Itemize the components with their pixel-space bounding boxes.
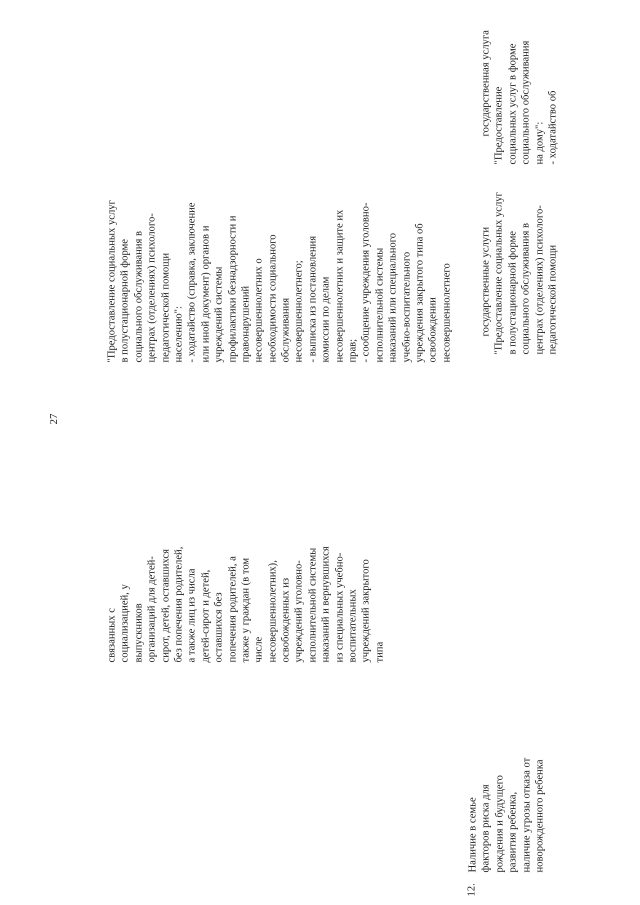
text-line: Наличие в семье <box>467 797 479 873</box>
text-line: исполнительной системы <box>307 547 319 663</box>
documents-text-continued <box>106 200 454 362</box>
text-line: социализацией, у <box>119 584 131 663</box>
text-line: социального обслуживания в <box>133 231 145 363</box>
text-line: наказаний и вернувшихся <box>320 546 332 663</box>
text-line: рождения и будущего <box>494 775 506 873</box>
text-line: развития ребенка, <box>507 791 519 873</box>
text-line: без попечения родителей, <box>173 546 185 663</box>
criteria-text-row12 <box>467 758 547 873</box>
text-line: наличие угрозы отказа от <box>521 757 533 873</box>
text-line: организаций для детей- <box>146 556 158 663</box>
text-line: несовершеннолетнего; <box>293 260 305 363</box>
text-line: учреждения закрытого типа об <box>414 223 426 363</box>
text-line: а также лиц из числа <box>186 568 198 663</box>
text-line: воспитательных <box>347 589 359 663</box>
text-line: педагогической помощи <box>547 244 559 355</box>
text-line: несовершеннолетних), <box>267 560 279 663</box>
text-line: связанных с <box>106 608 118 663</box>
text-line: центрах (отделениях) психолого- <box>146 213 158 363</box>
text-line: профилактики безнадзорности и <box>227 215 239 363</box>
text-line: необходимости социального <box>267 234 279 363</box>
text-line: учреждений системы <box>213 266 225 363</box>
rotated-page <box>1 0 640 905</box>
text-line: освобожденных из <box>280 577 292 663</box>
text-line: исполнительной системы <box>374 247 386 363</box>
text-line: - ходатайство (справка, заключение <box>186 202 198 363</box>
text-line: "Предоставление социальных услуг <box>106 200 118 363</box>
text-line: "Предоставление социальных услуг <box>493 192 505 355</box>
text-line: социальных услуг в форме <box>507 43 519 165</box>
text-line: - сообщение учреждения уголовно- <box>360 202 372 363</box>
text-line: освобождении <box>427 297 439 363</box>
text-line: правонарушений <box>240 285 252 363</box>
text-line: социального обслуживания <box>520 40 532 165</box>
text-line: наказаний или специального <box>387 232 399 363</box>
text-line: - выписка из постановления <box>307 235 319 363</box>
text-line: новорожденного ребенка <box>534 759 546 873</box>
text-line: несовершеннолетних о <box>253 258 265 363</box>
criteria-text-continued <box>106 546 387 662</box>
text-line: оставшихся без <box>213 592 225 663</box>
service-heading: государственные услуги <box>480 226 492 337</box>
text-line: "Предоставление <box>493 86 505 165</box>
text-line: сирот, детей, оставшихся <box>160 549 172 663</box>
row-number: 12. <box>466 883 478 897</box>
text-line: в полустационарной форме <box>507 230 519 355</box>
text-line: также у граждан (в том <box>240 557 252 663</box>
documents-column-row12 <box>480 192 559 355</box>
text-line: социального обслуживания в <box>520 223 532 355</box>
text-line: в полустационарной форме <box>119 238 131 363</box>
text-line: или иной документ) органов и <box>200 225 212 363</box>
text-line: типа <box>374 641 386 663</box>
text-line: несовершеннолетнего <box>441 263 453 363</box>
page-number: 27 <box>48 413 60 425</box>
text-line: выпускников <box>133 603 145 663</box>
text-line: из специальных учебно- <box>334 552 346 663</box>
text-line: детей-сирот и детей, <box>200 569 212 663</box>
text-line: учебно-воспитательного <box>401 251 413 363</box>
text-line: на дому": <box>534 121 546 165</box>
text-line: факторов риска для <box>480 784 492 873</box>
text-line: учреждений уголовно- <box>293 560 305 663</box>
text-line: попечения родителей, а <box>227 556 239 663</box>
home-service-column-row12 <box>480 30 559 165</box>
text-line: комиссии по делам <box>320 276 332 363</box>
text-line: обслуживания <box>280 297 292 363</box>
text-line: числе <box>253 636 265 663</box>
text-line: педагогической помощи <box>160 252 172 363</box>
text-line: - ходатайство об <box>547 90 559 165</box>
text-line: несовершеннолетних и защите их <box>334 209 346 363</box>
text-line: учреждений закрытого <box>360 559 372 663</box>
text-line: прав; <box>347 338 359 363</box>
text-line: населению": <box>173 306 185 363</box>
service-heading-home: государственная услуга <box>480 30 492 137</box>
text-line: центрах (отделениях) психолого- <box>534 205 546 355</box>
